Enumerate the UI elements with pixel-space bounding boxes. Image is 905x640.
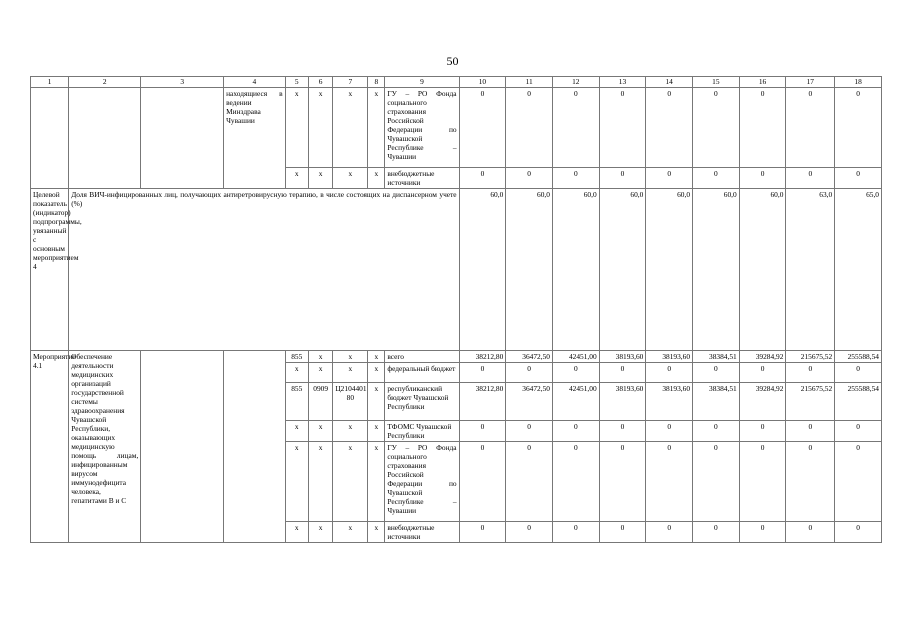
value-cell: 42451,00 bbox=[552, 351, 599, 363]
funding-source: внебюджетные источники bbox=[385, 168, 459, 189]
column-number-row bbox=[31, 77, 882, 88]
value-cell: 0 bbox=[739, 522, 786, 543]
code-cell: x bbox=[333, 168, 368, 189]
value-cell: 38212,80 bbox=[459, 351, 506, 363]
value-cell: 0 bbox=[835, 88, 882, 168]
value-cell: 215675,52 bbox=[786, 351, 835, 363]
column-header: 14 bbox=[646, 77, 693, 88]
value-cell: 0 bbox=[693, 168, 740, 189]
value-cell: 38193,60 bbox=[599, 351, 646, 363]
value-cell: 0 bbox=[835, 168, 882, 189]
value-cell: 36472,50 bbox=[506, 351, 553, 363]
column-header: 8 bbox=[368, 77, 385, 88]
value-cell: 60,0 bbox=[599, 189, 646, 351]
value-cell: 0 bbox=[506, 421, 553, 442]
code-cell: x bbox=[368, 351, 385, 363]
column-header: 18 bbox=[835, 77, 882, 88]
code-cell: x bbox=[285, 442, 308, 522]
value-cell: 0 bbox=[786, 88, 835, 168]
value-cell: 0 bbox=[739, 88, 786, 168]
value-cell: 0 bbox=[552, 168, 599, 189]
table-row bbox=[31, 351, 882, 363]
value-cell: 0 bbox=[599, 522, 646, 543]
funding-source: ГУ – РО Фонда социального страхования Российской Федерации по Чувашской Республике – Чувашии bbox=[385, 442, 459, 522]
value-cell: 0 bbox=[459, 168, 506, 189]
responsible-executor: находящиеся в ведении Минздрава Чувашии bbox=[224, 88, 286, 189]
code-cell: x bbox=[333, 421, 368, 442]
column-header: 3 bbox=[141, 77, 224, 88]
code-cell: x bbox=[285, 363, 308, 383]
program-table bbox=[30, 76, 882, 543]
value-cell: 255588,54 bbox=[835, 383, 882, 421]
code-cell: x bbox=[285, 168, 308, 189]
code-cell: x bbox=[308, 522, 332, 543]
column-header: 2 bbox=[69, 77, 141, 88]
funding-source: федеральный бюджет bbox=[385, 363, 459, 383]
empty-cell bbox=[69, 88, 141, 189]
value-cell: 63,0 bbox=[786, 189, 835, 351]
empty-cell bbox=[141, 88, 224, 189]
value-cell: 0 bbox=[786, 421, 835, 442]
code-cell: 855 bbox=[285, 383, 308, 421]
column-header: 4 bbox=[224, 77, 286, 88]
value-cell: 0 bbox=[739, 442, 786, 522]
value-cell: 0 bbox=[646, 522, 693, 543]
value-cell: 0 bbox=[646, 442, 693, 522]
column-header: 11 bbox=[506, 77, 553, 88]
value-cell: 0 bbox=[459, 363, 506, 383]
value-cell: 0 bbox=[646, 363, 693, 383]
code-cell: x bbox=[368, 442, 385, 522]
code-cell: x bbox=[308, 421, 332, 442]
column-header: 13 bbox=[599, 77, 646, 88]
value-cell: 36472,50 bbox=[506, 383, 553, 421]
empty-cell bbox=[224, 351, 286, 543]
value-cell: 60,0 bbox=[693, 189, 740, 351]
code-cell: x bbox=[308, 351, 332, 363]
code-cell: x bbox=[333, 522, 368, 543]
column-header: 16 bbox=[739, 77, 786, 88]
value-cell: 38212,80 bbox=[459, 383, 506, 421]
code-cell: x bbox=[333, 88, 368, 168]
value-cell: 0 bbox=[552, 363, 599, 383]
value-cell: 60,0 bbox=[459, 189, 506, 351]
column-header: 1 bbox=[31, 77, 69, 88]
column-header: 7 bbox=[333, 77, 368, 88]
value-cell: 0 bbox=[693, 442, 740, 522]
value-cell: 0 bbox=[646, 88, 693, 168]
value-cell: 0 bbox=[506, 363, 553, 383]
code-cell: x bbox=[333, 442, 368, 522]
value-cell: 0 bbox=[599, 88, 646, 168]
value-cell: 0 bbox=[835, 442, 882, 522]
value-cell: 0 bbox=[459, 442, 506, 522]
empty-cell bbox=[141, 351, 224, 543]
value-cell: 0 bbox=[786, 168, 835, 189]
value-cell: 0 bbox=[835, 421, 882, 442]
value-cell: 0 bbox=[459, 421, 506, 442]
value-cell: 0 bbox=[506, 442, 553, 522]
page-number: 50 bbox=[446, 54, 459, 68]
code-cell: x bbox=[285, 421, 308, 442]
value-cell: 0 bbox=[506, 168, 553, 189]
funding-source: ГУ – РО Фонда социального страхования Российской Федерации по Чувашской Республике – Чувашии bbox=[385, 88, 459, 168]
value-cell: 0 bbox=[646, 421, 693, 442]
value-cell: 38193,60 bbox=[599, 383, 646, 421]
code-cell: 0909 bbox=[308, 383, 332, 421]
empty-cell bbox=[31, 88, 69, 189]
value-cell: 42451,00 bbox=[552, 383, 599, 421]
value-cell: 0 bbox=[739, 168, 786, 189]
value-cell: 0 bbox=[693, 522, 740, 543]
value-cell: 0 bbox=[506, 522, 553, 543]
code-cell: x bbox=[308, 168, 332, 189]
code-cell: x bbox=[308, 88, 332, 168]
measure-name: Обеспечение деятельности медицинских организаций государственной системы здравоохранения Чувашской Республики, оказывающих медицинскую помощь лицам, инфицированным вирусом иммунодефицита человека, гепатитами B и C bbox=[69, 351, 141, 543]
value-cell: 0 bbox=[693, 363, 740, 383]
value-cell: 65,0 bbox=[835, 189, 882, 351]
value-cell: 0 bbox=[786, 442, 835, 522]
value-cell: 0 bbox=[552, 88, 599, 168]
value-cell: 255588,54 bbox=[835, 351, 882, 363]
column-header: 15 bbox=[693, 77, 740, 88]
value-cell: 0 bbox=[552, 442, 599, 522]
code-cell: 855 bbox=[285, 351, 308, 363]
value-cell: 0 bbox=[835, 522, 882, 543]
value-cell: 0 bbox=[506, 88, 553, 168]
value-cell: 0 bbox=[552, 522, 599, 543]
column-header: 17 bbox=[786, 77, 835, 88]
code-cell: Ц2104401 80 bbox=[333, 383, 368, 421]
value-cell: 38193,60 bbox=[646, 351, 693, 363]
table-row bbox=[31, 88, 882, 168]
value-cell: 0 bbox=[599, 363, 646, 383]
code-cell: x bbox=[333, 351, 368, 363]
code-cell: x bbox=[285, 522, 308, 543]
code-cell: x bbox=[368, 383, 385, 421]
value-cell: 38384,51 bbox=[693, 351, 740, 363]
column-header: 12 bbox=[552, 77, 599, 88]
code-cell: x bbox=[308, 442, 332, 522]
target-indicator-label: Целевой показатель (индикатор) подпрограммы, увязанный с основным мероприятием 4 bbox=[31, 189, 69, 351]
target-indicator-row bbox=[31, 189, 882, 351]
value-cell: 0 bbox=[835, 363, 882, 383]
funding-source: ТФОМС Чувашской Республики bbox=[385, 421, 459, 442]
value-cell: 0 bbox=[739, 363, 786, 383]
value-cell: 60,0 bbox=[552, 189, 599, 351]
value-cell: 0 bbox=[739, 421, 786, 442]
value-cell: 60,0 bbox=[646, 189, 693, 351]
value-cell: 0 bbox=[599, 421, 646, 442]
column-header: 6 bbox=[308, 77, 332, 88]
code-cell: x bbox=[368, 88, 385, 168]
value-cell: 0 bbox=[786, 522, 835, 543]
code-cell: x bbox=[333, 363, 368, 383]
value-cell: 0 bbox=[786, 363, 835, 383]
value-cell: 0 bbox=[599, 168, 646, 189]
measure-label: Мероприятие 4.1 bbox=[31, 351, 69, 543]
value-cell: 39284,92 bbox=[739, 351, 786, 363]
value-cell: 215675,52 bbox=[786, 383, 835, 421]
value-cell: 0 bbox=[693, 88, 740, 168]
code-cell: x bbox=[368, 522, 385, 543]
value-cell: 0 bbox=[459, 522, 506, 543]
value-cell: 0 bbox=[599, 442, 646, 522]
value-cell: 38384,51 bbox=[693, 383, 740, 421]
code-cell: x bbox=[368, 421, 385, 442]
code-cell: x bbox=[368, 363, 385, 383]
funding-source: внебюджетные источники bbox=[385, 522, 459, 543]
code-cell: x bbox=[308, 363, 332, 383]
value-cell: 0 bbox=[646, 168, 693, 189]
value-cell: 60,0 bbox=[506, 189, 553, 351]
value-cell: 39284,92 bbox=[739, 383, 786, 421]
code-cell: x bbox=[285, 88, 308, 168]
funding-source: всего bbox=[385, 351, 459, 363]
column-header: 5 bbox=[285, 77, 308, 88]
target-indicator-text: Доля ВИЧ-инфицированных лиц, получающих антиретровирусную терапию, в числе состоящих на диспансерном учете (%) bbox=[69, 189, 459, 351]
value-cell: 0 bbox=[459, 88, 506, 168]
value-cell: 0 bbox=[693, 421, 740, 442]
code-cell: x bbox=[368, 168, 385, 189]
value-cell: 0 bbox=[552, 421, 599, 442]
value-cell: 38193,60 bbox=[646, 383, 693, 421]
funding-source: республиканский бюджет Чувашской Республики bbox=[385, 383, 459, 421]
column-header: 10 bbox=[459, 77, 506, 88]
value-cell: 60,0 bbox=[739, 189, 786, 351]
column-header: 9 bbox=[385, 77, 459, 88]
